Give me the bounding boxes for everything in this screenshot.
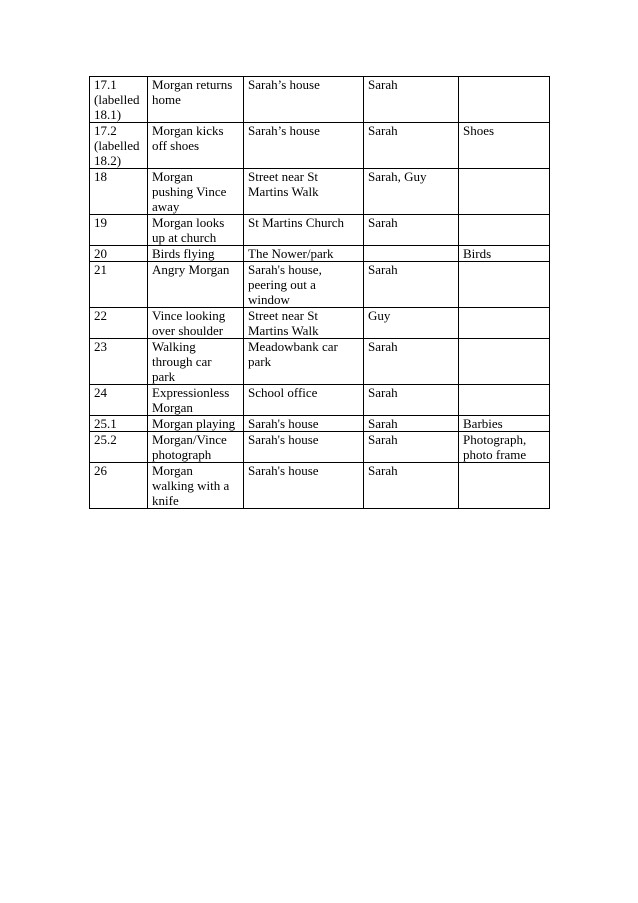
table-row	[90, 262, 550, 308]
shot-number-cell: 21	[90, 262, 148, 308]
table-row	[90, 77, 550, 123]
props-cell	[459, 339, 550, 385]
table-row	[90, 339, 550, 385]
cast-cell: Guy	[364, 308, 459, 339]
shot-description-cell: Morgan kicks off shoes	[148, 123, 244, 169]
shot-description-cell: Birds flying	[148, 246, 244, 262]
table-row	[90, 416, 550, 432]
props-cell: Barbies	[459, 416, 550, 432]
shot-description-cell: Angry Morgan	[148, 262, 244, 308]
shot-description-cell: Morgan returns home	[148, 77, 244, 123]
location-cell: Sarah’s house	[244, 123, 364, 169]
cast-cell: Sarah	[364, 339, 459, 385]
location-cell: St Martins Church	[244, 215, 364, 246]
props-cell: Birds	[459, 246, 550, 262]
location-cell: Street near St Martins Walk	[244, 308, 364, 339]
props-cell: Shoes	[459, 123, 550, 169]
cast-cell: Sarah	[364, 123, 459, 169]
shot-number-cell: 20	[90, 246, 148, 262]
location-cell: Sarah's house, peering out a window	[244, 262, 364, 308]
location-cell: Meadowbank car park	[244, 339, 364, 385]
shot-number-cell: 18	[90, 169, 148, 215]
location-cell: Sarah’s house	[244, 77, 364, 123]
shot-number-cell: 17.1 (labelled 18.1)	[90, 77, 148, 123]
props-cell	[459, 215, 550, 246]
shot-number-cell: 25.2	[90, 432, 148, 463]
shot-number-cell: 19	[90, 215, 148, 246]
props-cell	[459, 463, 550, 509]
shot-description-cell: Morgan playing	[148, 416, 244, 432]
shot-number-cell: 17.2 (labelled 18.2)	[90, 123, 148, 169]
cast-cell	[364, 246, 459, 262]
cast-cell: Sarah	[364, 432, 459, 463]
location-cell: Street near St Martins Walk	[244, 169, 364, 215]
table-row	[90, 308, 550, 339]
location-cell: Sarah's house	[244, 463, 364, 509]
shot-number-cell: 26	[90, 463, 148, 509]
cast-cell: Sarah	[364, 463, 459, 509]
table-row	[90, 385, 550, 416]
cast-cell: Sarah	[364, 215, 459, 246]
shot-number-cell: 23	[90, 339, 148, 385]
location-cell: School office	[244, 385, 364, 416]
cast-cell: Sarah	[364, 385, 459, 416]
location-cell: The Nower/park	[244, 246, 364, 262]
shot-description-cell: Morgan walking with a knife	[148, 463, 244, 509]
shot-list-body	[90, 77, 550, 509]
table-row	[90, 246, 550, 262]
props-cell	[459, 169, 550, 215]
props-cell	[459, 262, 550, 308]
props-cell	[459, 77, 550, 123]
table-row	[90, 123, 550, 169]
props-cell: Photograph, photo frame	[459, 432, 550, 463]
cast-cell: Sarah	[364, 416, 459, 432]
location-cell: Sarah's house	[244, 416, 364, 432]
table-row	[90, 432, 550, 463]
shot-number-cell: 25.1	[90, 416, 148, 432]
location-cell: Sarah's house	[244, 432, 364, 463]
table-row	[90, 215, 550, 246]
props-cell	[459, 308, 550, 339]
cast-cell: Sarah, Guy	[364, 169, 459, 215]
shot-description-cell: Morgan/Vince photograph	[148, 432, 244, 463]
shot-description-cell: Walking through car park	[148, 339, 244, 385]
cast-cell: Sarah	[364, 262, 459, 308]
shot-description-cell: Morgan looks up at church	[148, 215, 244, 246]
props-cell	[459, 385, 550, 416]
shot-number-cell: 22	[90, 308, 148, 339]
table-row	[90, 169, 550, 215]
shot-description-cell: Morgan pushing Vince away	[148, 169, 244, 215]
cast-cell: Sarah	[364, 77, 459, 123]
shot-list-table	[89, 76, 550, 509]
shot-number-cell: 24	[90, 385, 148, 416]
shot-description-cell: Expressionless Morgan	[148, 385, 244, 416]
table-row	[90, 463, 550, 509]
shot-description-cell: Vince looking over shoulder	[148, 308, 244, 339]
